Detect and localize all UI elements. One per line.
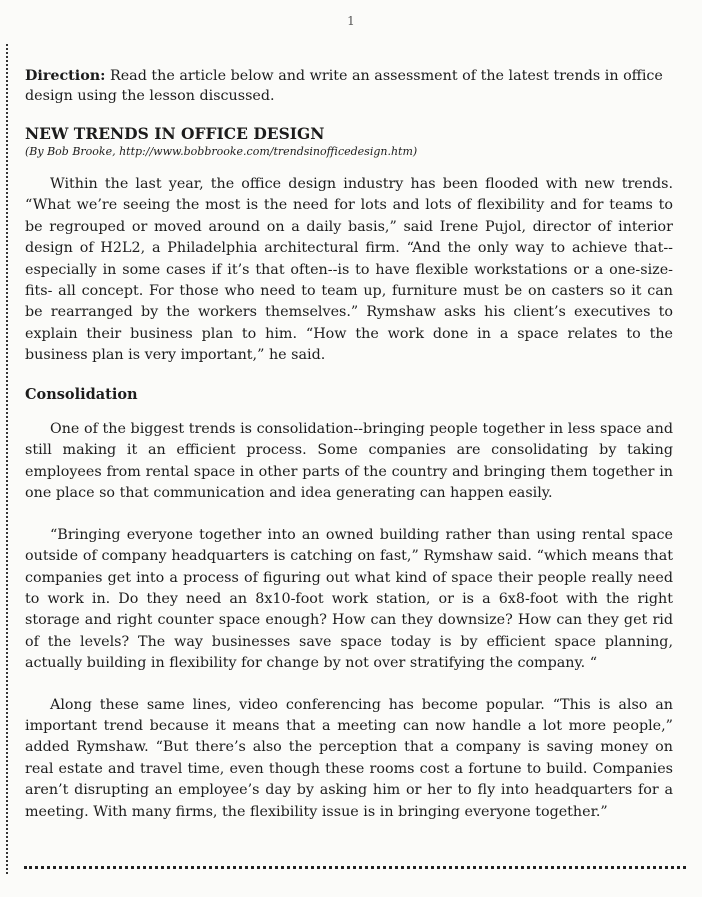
direction-paragraph [25,66,673,106]
direction-label: Direction: [25,68,106,84]
article-paragraph-4: Along these same lines, video conferencing has become popular. “This is also an important trend because it means that a meeting can now handle a lot more people,” added Rymshaw. “But there’s also the perception that a company is saving money on real estate and travel time, even though these rooms cost a fortune to build. Companies aren’t disrupting an employee’s day by asking him or her to fly into headquarters for a meeting. With many firms, the flexibility issue is in bringing everyone together.” [25,696,673,820]
section-heading-consolidation: Consolidation [25,385,138,403]
article-title: NEW TRENDS IN OFFICE DESIGN [25,124,325,143]
bottom-dotted-line [24,866,686,869]
direction-text: Read the article below and write an assessment of the latest trends in office design using the lesson discussed. [25,68,663,104]
page-number: 1 [347,14,355,28]
left-margin-dotted-line [6,44,8,874]
article-paragraph-3: “Bringing everyone together into an owned building rather than using rental space outside of company headquarters is catching on fast,” Rymshaw said. “which means that companies get into a process of figuring out what kind of space their people really need to work in. Do they need an 8x10-foot work station, or is a 6x8-foot with the right storage and right counter space enough? How can they downsize? How can they get rid of the levels? The way businesses save space today is by efficient space planning, actually building in flexibility for change by not over stratifying the company. “ [25,526,673,672]
document-body [25,66,673,823]
article-byline: (By Bob Brooke, http://www.bobbrooke.com/trendsinofficedesign.htm) [25,145,418,158]
article-paragraph-1: Within the last year, the office design industry has been flooded with new trends. “What we’re seeing the most is the need for lots and lots of flexibility and for teams to be regrouped or moved around on a daily basis,” said Irene Pujol, director of interior design of H2L2, a Philadelphia architectural firm. “And the only way to achieve that--especially in some cases if it’s that often--is to have flexible workstations or a one-size-fits- all concept. For those who need to team up, furniture must be on casters so it can be rearranged by the workers themselves.” Rymshaw asks his client’s executives to explain their business plan to him. “How the work done in a space relates to the business plan is very important,” he said. [25,176,673,364]
article-paragraph-2: One of the biggest trends is consolidation--bringing people together in less space and still making it an efficient process. Some companies are consolidating by taking employees from rental space in other parts of the country and bringing them together in one place so that communication and idea generating can happen easily. [25,421,673,502]
